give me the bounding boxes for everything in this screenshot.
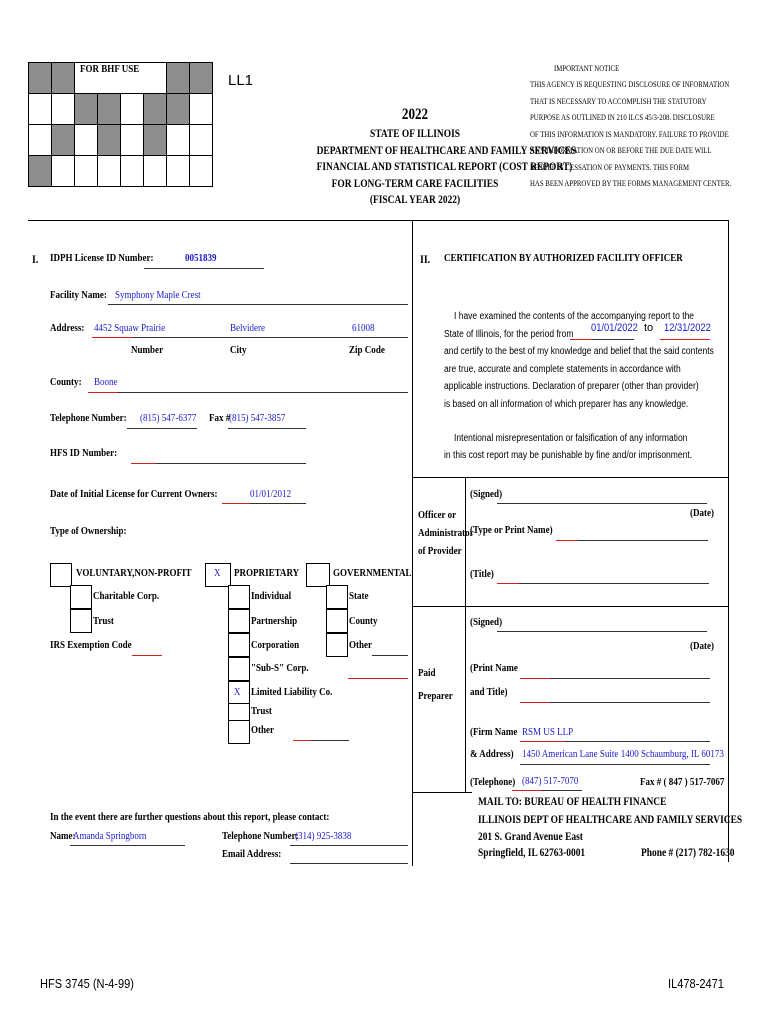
notice-line: HAS BEEN APPROVED BY THE FORMS MANAGEMENT CENTER.	[530, 178, 732, 188]
signed1-underline[interactable]	[497, 503, 707, 504]
tel-underline	[542, 790, 582, 791]
partnership-label: Partnership	[251, 615, 298, 627]
footer-code: IL478-2471	[668, 976, 724, 991]
bhf-label: FOR BHF USE	[80, 63, 140, 75]
phone-value[interactable]: (815) 547-6377	[140, 412, 197, 424]
initial-license-value[interactable]: 01/01/2012	[250, 488, 292, 500]
other-prop-red-mark	[293, 740, 311, 741]
contact-name-value[interactable]: Amanda Springborn	[73, 830, 147, 842]
state-checkbox[interactable]	[326, 585, 348, 609]
initial-license-label: Date of Initial License for Current Owners:	[50, 488, 218, 500]
section2-roman: II.	[420, 252, 431, 266]
proprietary-label: PROPRIETARY	[234, 567, 300, 579]
period-to-underline	[660, 339, 710, 340]
city-caption: City	[230, 344, 247, 356]
other-prop-checkbox[interactable]	[228, 720, 250, 744]
contact-phone-label: Telephone Number:	[222, 830, 299, 842]
hfs-red-mark	[131, 463, 156, 464]
facility-label: Facility Name:	[50, 289, 107, 301]
state-label: State	[349, 590, 369, 602]
period-from-value[interactable]: 01/01/2022	[591, 322, 638, 334]
fax-value[interactable]: (815) 547-3857	[229, 412, 286, 424]
warning-text	[444, 430, 734, 464]
county-underline	[118, 392, 408, 393]
preparer-box-bottom	[412, 792, 472, 793]
other-prop-underline[interactable]	[311, 740, 349, 741]
other-gov-underline[interactable]	[372, 655, 408, 656]
signed1-label: (Signed)	[470, 488, 503, 500]
firm-address-value[interactable]: 1450 American Lane Suite 1400 Schaumburg, IL 60173	[522, 748, 724, 760]
firm-red	[520, 741, 565, 742]
print-name-label: (Print Name	[470, 662, 518, 674]
signed2-label: (Signed)	[470, 616, 503, 628]
contact-phone-underline	[290, 845, 408, 846]
hfs-label: HFS ID Number:	[50, 447, 118, 459]
period-to-word: to	[644, 322, 654, 334]
email-underline[interactable]	[290, 863, 408, 864]
llc-label: Limited Liability Co.	[251, 686, 333, 698]
number-caption: Number	[131, 344, 164, 356]
section2-title: CERTIFICATION BY AUTHORIZED FACILITY OFFICER	[444, 252, 683, 264]
zip-value[interactable]: 61008	[352, 322, 375, 334]
print-name-red	[520, 678, 550, 679]
fax-label: Fax #	[209, 412, 231, 424]
tel-label: (Telephone)	[470, 776, 516, 788]
trust-prop-label: Trust	[251, 705, 272, 717]
cert-line: I have examined the contents of the accompanying report to the	[454, 311, 695, 322]
cert-line: and certify to the best of my knowledge and belief that the said contents	[444, 346, 714, 357]
tel-value[interactable]: (847) 517-7070	[522, 775, 579, 787]
governmental-checkbox[interactable]	[306, 563, 330, 587]
other-gov-checkbox[interactable]	[326, 633, 348, 657]
hfs-underline[interactable]	[156, 463, 306, 464]
officer-label-line: Administrator	[418, 527, 474, 539]
trust-np-label: Trust	[93, 615, 114, 627]
mail-city: Springfield, IL 62763-0001	[478, 847, 586, 859]
tel-red	[512, 790, 542, 791]
license-underline	[144, 268, 264, 269]
cert-line: applicable instructions. Declaration of preparer (other than provider)	[444, 381, 699, 392]
irs-label: IRS Exemption Code	[50, 639, 132, 651]
header-line: FINANCIAL AND STATISTICAL REPORT (COST REPORT)	[316, 161, 573, 173]
paid-preparer-label	[418, 662, 453, 708]
paid-label-line: Preparer	[418, 690, 453, 702]
header-line: FOR LONG-TERM CARE FACILITIES	[331, 177, 499, 190]
notice-line: OF THIS INFORMATION IS MANDATORY. FAILURE TO PROVIDE	[530, 128, 729, 139]
phone-label: Telephone Number:	[50, 412, 127, 424]
and-title-label: and Title)	[470, 686, 508, 698]
preparer-box-top	[412, 606, 728, 607]
mail-line: 201 S. Grand Avenue East	[478, 831, 583, 843]
report-year: 2022	[401, 106, 429, 123]
facility-underline	[108, 304, 408, 305]
title-label: (Title)	[470, 568, 494, 580]
period-from-underline	[592, 339, 634, 340]
phone-underline	[127, 428, 197, 429]
email-label: Email Address:	[222, 848, 282, 860]
contact-name-label: Name:	[50, 830, 76, 842]
header-line: DEPARTMENT OF HEALTHCARE AND FAMILY SERVICES	[316, 144, 577, 157]
county-value[interactable]: Boone	[94, 376, 118, 388]
ownership-label: Type of Ownership:	[50, 525, 127, 537]
firm-address-label: & Address)	[470, 748, 514, 760]
governmental-label: GOVERNMENTAL	[333, 567, 412, 579]
llc-mark: X	[234, 686, 241, 698]
warn-line: Intentional misrepresentation or falsification of any information	[454, 433, 688, 444]
section-divider	[412, 220, 413, 866]
county-checkbox[interactable]	[326, 609, 348, 633]
warn-line: in this cost report may be punishable by fine and/or imprisonment.	[444, 450, 693, 461]
facility-value[interactable]: Symphony Maple Crest	[115, 289, 201, 301]
report-header	[295, 106, 577, 209]
date1-label: (Date)	[690, 507, 715, 519]
street-value[interactable]: 4452 Squaw Prairie	[94, 322, 166, 334]
fax-underline	[228, 428, 306, 429]
address-red-mark	[92, 337, 132, 338]
firm-value[interactable]: RSM US LLP	[522, 726, 574, 738]
print-name-underline[interactable]	[550, 678, 710, 679]
firm-underline	[565, 741, 710, 742]
title-red	[497, 583, 519, 584]
type-name-label: (Type or Print Name)	[470, 524, 553, 536]
corporation-label: Corporation	[251, 639, 300, 651]
officer-label-line: Officer or	[418, 509, 457, 521]
mail-line: MAIL TO: BUREAU OF HEALTH FINANCE	[478, 796, 667, 808]
firm-address-underline	[520, 764, 710, 765]
preparer-fax: Fax # ( 847 ) 517-7067	[640, 776, 725, 788]
individual-checkbox[interactable]	[228, 585, 250, 609]
notice-title: IMPORTANT NOTICE	[554, 63, 620, 73]
period-from-red	[570, 339, 592, 340]
and-title-underline[interactable]	[550, 702, 710, 703]
city-value[interactable]: Belvidere	[230, 322, 266, 334]
subs-label: "Sub-S" Corp.	[251, 662, 309, 674]
section1-roman: I.	[32, 252, 39, 266]
contact-intro: In the event there are further questions about this report, please contact:	[50, 811, 330, 823]
officer-label-line: of Provider	[418, 545, 462, 557]
firm-label: (Firm Name	[470, 726, 518, 738]
notice-line: THAT IS NECESSARY TO ACCOMPLISH THE STATUTORY	[530, 95, 707, 106]
license-label: IDPH License ID Number:	[50, 252, 154, 264]
subs-checkbox[interactable]	[228, 657, 250, 681]
paid-label-line: Paid	[418, 667, 436, 679]
mail-line: ILLINOIS DEPT OF HEALTHCARE AND FAMILY SERVICES	[478, 813, 743, 826]
type-name-red	[556, 540, 578, 541]
type-name-underline[interactable]	[578, 540, 708, 541]
nonprofit-checkbox[interactable]	[50, 563, 72, 587]
notice-line: RESULT IN CESSATION OF PAYMENTS. THIS FORM	[530, 161, 690, 172]
license-value[interactable]: 0051839	[185, 252, 217, 264]
partnership-checkbox[interactable]	[228, 609, 250, 633]
proprietary-mark: X	[214, 567, 221, 579]
nonprofit-label: VOLUNTARY,NON-PROFIT	[76, 567, 192, 579]
form-top-border	[28, 220, 728, 221]
initial-underline	[250, 503, 306, 504]
period-to-value[interactable]: 12/31/2022	[664, 322, 711, 334]
notice-line: PURPOSE AS OUTLINED IN 210 ILCS 45/3-208. DISCLOSURE	[530, 112, 715, 122]
corporation-checkbox[interactable]	[228, 633, 250, 657]
mail-phone: Phone # (217) 782-1630	[641, 847, 735, 859]
cert-period-line	[444, 326, 699, 344]
county-red-mark	[88, 392, 118, 393]
cert-line: are true, accurate and complete statements in accordance with	[444, 363, 681, 375]
signed2-underline[interactable]	[497, 631, 707, 632]
charitable-label: Charitable Corp.	[93, 590, 160, 602]
cert-line: is based on all information of which preparer has any knowledge.	[444, 398, 689, 410]
address-label: Address:	[50, 322, 85, 334]
date2-label: (Date)	[690, 640, 715, 652]
contact-phone-value[interactable]: (314) 925-3838	[295, 830, 352, 842]
county-gov-label: County	[349, 615, 378, 627]
other-prop-label: Other	[251, 724, 275, 736]
officer-label	[418, 506, 474, 560]
other-gov-red-mark	[348, 678, 408, 679]
other-gov-label: Other	[349, 639, 373, 651]
notice-line: THIS AGENCY IS REQUESTING DISCLOSURE OF INFORMATION	[530, 79, 730, 89]
zip-caption: Zip Code	[349, 344, 385, 356]
county-label: County:	[50, 376, 82, 388]
irs-underline[interactable]	[132, 655, 162, 656]
notice-line: ANY INFORMATION ON OR BEFORE THE DUE DATE WILL	[530, 145, 712, 155]
cert-line: State of Illinois, for the period from	[444, 328, 574, 340]
individual-label: Individual	[251, 590, 292, 602]
address-underline	[132, 337, 408, 338]
contact-name-underline	[70, 845, 185, 846]
header-line: (FISCAL YEAR 2022)	[369, 194, 461, 206]
and-title-red	[520, 702, 550, 703]
title-underline[interactable]	[519, 583, 709, 584]
footer-form-number: HFS 3745 (N-4-99)	[40, 976, 134, 991]
officer-box-top	[412, 477, 728, 478]
form-code: LL1	[228, 72, 254, 89]
mail-to-block	[478, 794, 742, 847]
header-line: STATE OF ILLINOIS	[370, 128, 460, 140]
trust-np-checkbox[interactable]	[70, 609, 92, 633]
initial-red-mark	[222, 503, 250, 504]
charitable-checkbox[interactable]	[70, 585, 92, 609]
bhf-grid	[28, 62, 213, 187]
